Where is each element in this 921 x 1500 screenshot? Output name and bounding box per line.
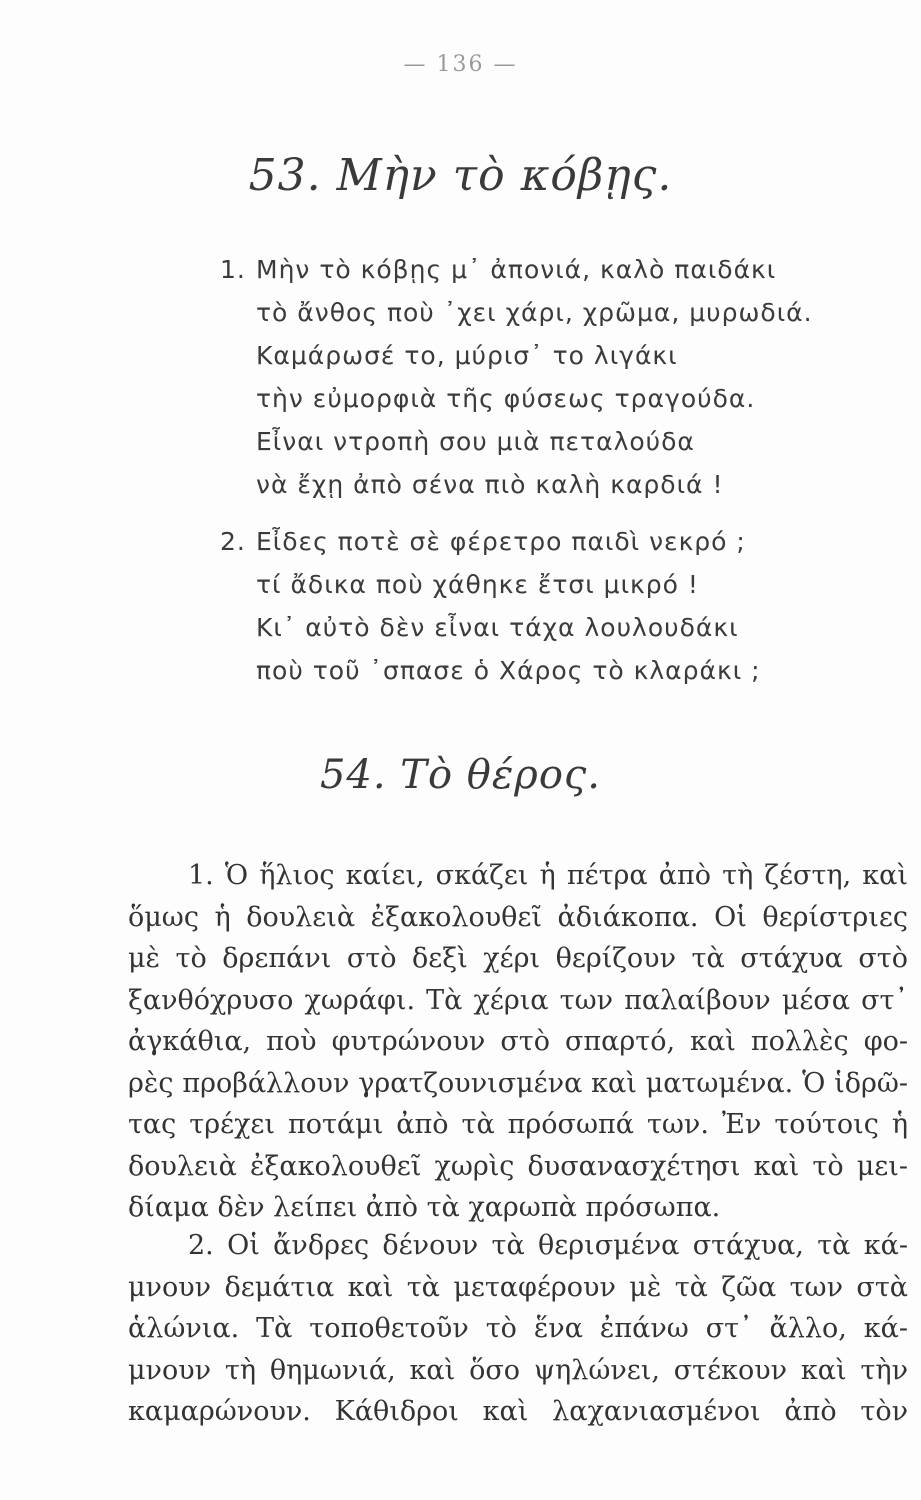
poem-line: τί ἄδικα ποὺ χάθηκε ἔτσι μικρό !: [256, 570, 699, 599]
section-title-54: 54. Τὸ θέρος.: [319, 752, 602, 798]
prose-paragraph-1: [128, 855, 908, 1229]
prose-line: δουλειὰ ἐξακολουθεῖ χωρὶς δυσανασχέτησι καὶ τὸ μει-: [128, 1150, 908, 1182]
prose-line: καμαρώνουν. Κάθιδροι καὶ λαχανιασμένοι ἀπὸ τὸν: [128, 1396, 908, 1427]
poem-line-text: Εἶδες ποτὲ σὲ φέρετρο παιδὶ νεκρό ;: [256, 527, 746, 556]
prose-line: ἁλώνια. Τὰ τοποθετοῦν τὸ ἕνα ἐπάνω στ᾽ ἄλλο, κά-: [128, 1313, 908, 1344]
prose-line: ὅμως ἡ δουλειὰ ἐξακολουθεῖ ἀδιάκοπα. Οἱ θερίστριες: [128, 901, 908, 933]
poem-line: [220, 248, 840, 291]
poem-line: ποὺ τοῦ ᾽σπασε ὁ Χάρος τὸ κλαράκι ;: [256, 656, 761, 685]
prose-paragraph-2: [128, 1225, 908, 1433]
poem-line: νὰ ἔχῃ ἀπὸ σένα πιὸ καλὴ καρδιά !: [256, 470, 724, 499]
stanza-number: 2.: [220, 527, 246, 556]
prose-line: μὲ τὸ δρεπάνι στὸ δεξὶ χέρι θερίζουν τὰ στάχυα στὸ: [128, 943, 908, 974]
poem-line-text: Μὴν τὸ κόβῃς μ᾽ ἀπονιά, καλὸ παιδάκι: [256, 255, 777, 284]
prose-line: μνουν τὴ θημωνιά, καὶ ὅσο ψηλώνει, στέκουν καὶ τὴν: [128, 1354, 908, 1386]
poem-line: Εἶναι ντροπὴ σου μιὰ πεταλούδα: [256, 427, 695, 456]
poem-line: Κι᾽ αὐτὸ δὲν εἶναι τάχα λουλουδάκι: [256, 613, 739, 642]
prose-line: ξανθόχρυσο χωράφι. Τὰ χέρια των παλαίβουν μέσα στ᾽: [128, 984, 908, 1016]
section-title-53: 53. Μὴν τὸ κόβῃς.: [248, 150, 673, 201]
stanza-number: 1.: [220, 255, 246, 284]
prose-line: μνουν δεμάτια καὶ τὰ μεταφέρουν μὲ τὰ ζῶα των στὰ: [128, 1271, 908, 1303]
poem-line: [220, 520, 840, 563]
poem-stanza-2: [220, 520, 840, 692]
prose-line: 2. Οἱ ἄνδρες δένουν τὰ θερισμένα στάχυα, τὰ κά-: [188, 1230, 908, 1261]
prose-line: τας τρέχει ποτάμι ἀπὸ τὰ πρόσωπά των. Ἐν τούτοις ἡ: [128, 1109, 908, 1140]
poem-line: τὴν εὐμορφιὰ τῆς φύσεως τραγούδα.: [256, 384, 756, 413]
poem-stanza-1: [220, 248, 840, 506]
poem-line: τὸ ἄνθος ποὺ ᾽χει χάρι, χρῶμα, μυρωδιά.: [256, 298, 813, 327]
page-number: — 136 —: [403, 52, 518, 77]
prose-line: 1. Ὁ ἥλιος καίει, σκάζει ἡ πέτρα ἀπὸ τὴ ζέστη, καὶ: [188, 860, 908, 891]
poem-line: Καμάρωσέ το, μύρισ᾽ το λιγάκι: [256, 341, 678, 370]
prose-line: ἀγκάθια, ποὺ φυτρώνουν στὸ σπαρτό, καὶ πολλὲς φο-: [128, 1026, 908, 1057]
prose-line: δίαμα δὲν λείπει ἀπὸ τὰ χαρωπὰ πρόσωπα.: [128, 1192, 721, 1223]
prose-line: ρὲς προβάλλουν γρατζουνισμένα καὶ ματωμένα. Ὁ ἱδρῶ-: [128, 1067, 908, 1099]
